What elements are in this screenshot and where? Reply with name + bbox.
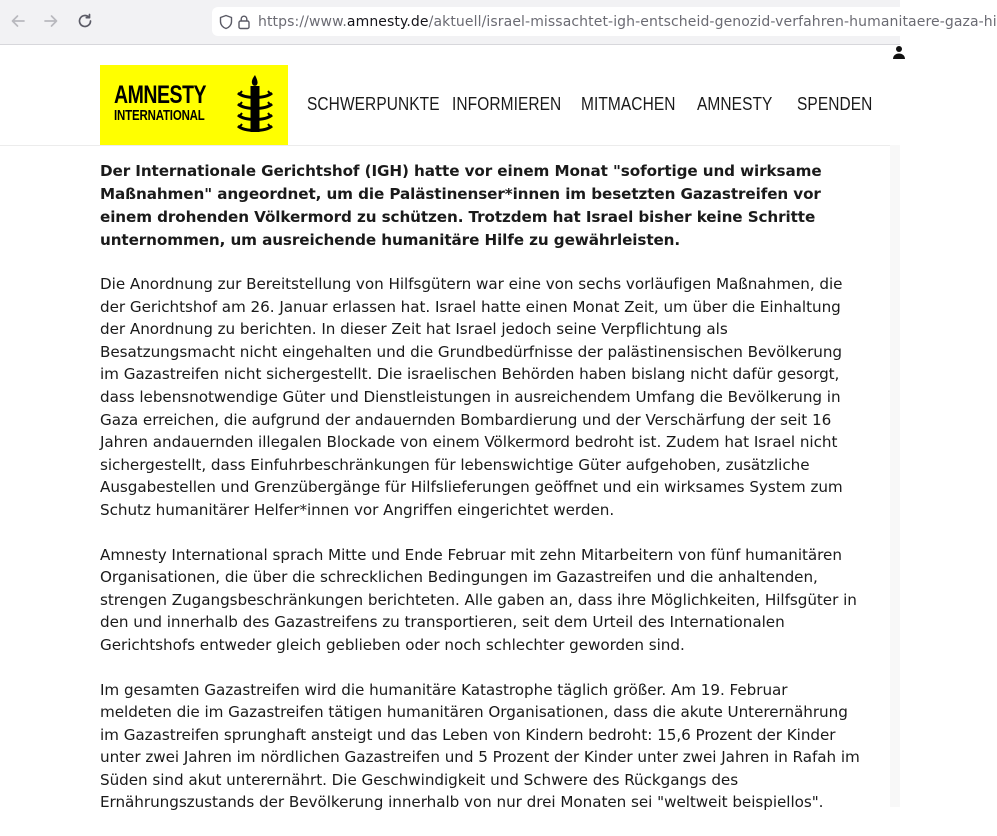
nav-item-schwerpunkte[interactable]: SCHWERPUNKTE	[307, 94, 440, 114]
site-header	[0, 65, 900, 146]
forward-arrow-icon[interactable]	[38, 8, 64, 34]
reload-icon[interactable]	[72, 8, 98, 34]
article-paragraph: Die Anordnung zur Bereitstellung von Hilfsgütern war eine von sechs vorläufigen Maßnahmen, die der Gerichtshof am 26. Januar erlassen hat. Israel hatte einen Monat Zeit, um über die Einhaltung der Anordnung zu berichten. In dieser Zeit hat Israel jedoch seine Verpflichtung als Besatzungsmacht nicht eingehalten und die Grundbedürfnisse der palästinensischen Bevölkerung im Gazastreifen nicht sichergestellt. Die israelischen Behörden haben bislang nicht dafür gesorgt, dass lebensnotwendige Güter und Dienstleistungen in ausreichendem Umfang die Bevölkerung in Gaza erreichen, die aufgrund der andauernden Bombardierung und der Verschärfung der seit 16 Jahren andauernden illegalen Blockade von einem Völkermord bedroht ist. Zudem hat Israel nicht sichergestellt, dass Einfuhrbeschränkungen für lebenswichtige Güter aufgehoben, zusätzliche Ausgabestellen und Grenzübergänge für Hilfslieferungen geöffnet und ein wirksames System zum Schutz humanitärer Helfer*innen vor Angriffen eingerichtet werden.	[100, 275, 843, 519]
article-lead: Der Internationale Gerichtshof (IGH) hatte vor einem Monat "sofortige und wirksame Maßnahmen" angeordnet, um die Palästinenser*innen im besetzten Gazastreifen vor einem drohenden Völkermord zu schützen. Trotzdem hat Israel bisher keine Schritte unternommen, um ausreichende humanitäre Hilfe zu gewährleisten.	[100, 162, 822, 249]
amnesty-logo[interactable]	[100, 65, 288, 145]
url-bar[interactable]	[212, 7, 997, 36]
nav-item-informieren[interactable]: INFORMIEREN	[452, 94, 562, 114]
url-text	[258, 14, 997, 30]
account-icon[interactable]	[892, 44, 906, 60]
browser-toolbar	[0, 0, 997, 45]
article-body	[100, 160, 860, 836]
logo-line2: INTERNATIONAL	[114, 108, 205, 124]
nav-item-mitmachen[interactable]: MITMACHEN	[581, 94, 676, 114]
url-path: /aktuell/israel-missachtet-igh-entscheid-genozid-verfahren-humanitaere-gaza-hi	[428, 13, 997, 30]
back-arrow-icon[interactable]	[5, 8, 31, 34]
article-paragraph: Amnesty International sprach Mitte und Ende Februar mit zehn Mitarbeitern von fünf humanitären Organisationen, die über die schrecklichen Bedingungen im Gazastreifen und die anhaltenden, strengen Zugangsbeschränkungen berichteten. Alle gaben an, dass ihre Möglichkeiten, Hilfsgüter in den und innerhalb des Gazastreifens zu transportieren, seit dem Urteil des Internationalen Gerichtshofs entweder gleich geblieben oder noch schlechter geworden sind.	[100, 545, 857, 654]
lock-icon[interactable]	[236, 11, 252, 33]
nav-item-amnesty[interactable]: AMNESTY	[697, 94, 773, 114]
scrollbar[interactable]	[890, 145, 900, 807]
candle-barbed-wire-icon	[234, 73, 276, 137]
nav-item-spenden[interactable]: SPENDEN	[797, 94, 873, 114]
logo-line1: AMNESTY	[114, 81, 207, 109]
toolbar-spacer	[0, 45, 900, 65]
url-prefix: https://www.	[258, 13, 347, 30]
url-host: amnesty.de	[346, 13, 429, 30]
article-paragraph: Im gesamten Gazastreifen wird die humanitäre Katastrophe täglich größer. Am 19. Februar meldeten die im Gazastreifen tätigen humanitären Organisationen, dass die akute Unterernährung im Gazastreifen sprunghaft ansteigt und das Leben von Kindern bedroht: 15,6 Prozent der Kinder unter zwei Jahren im nördlichen Gazastreifen und 5 Prozent der Kinder unter zwei Jahren in Rafah im Süden sind akut unterernährt. Die Geschwindigkeit und Schwere des Rückgangs des Ernährungszustands der Bevölkerung innerhalb von nur drei Monaten sei "weltweit beispiellos".	[100, 680, 860, 812]
shield-icon[interactable]	[218, 11, 234, 33]
